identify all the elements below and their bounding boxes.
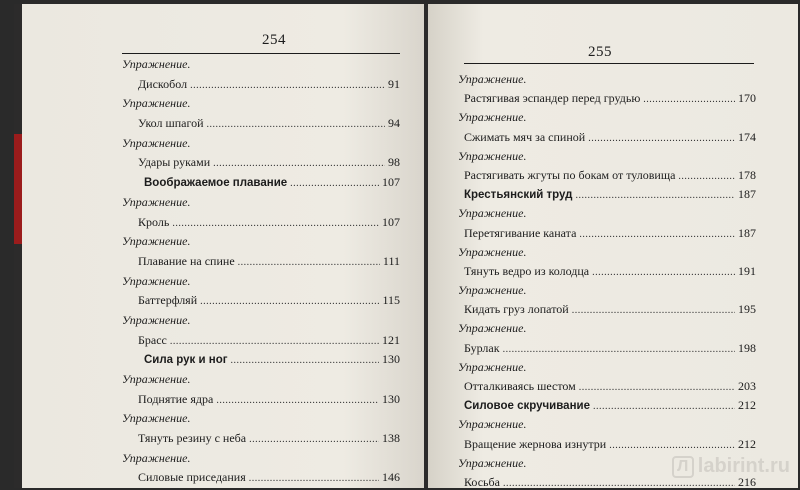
toc-entry (464, 166, 756, 185)
toc-entry (122, 390, 400, 410)
dot-leader (170, 332, 379, 352)
dot-leader (503, 340, 735, 359)
toc-title: Упражнение. (458, 283, 527, 298)
exercise-label (458, 281, 756, 300)
toc-title: Кидать груз лопатой (464, 302, 569, 317)
exercise-label (458, 415, 756, 434)
toc-page-number: 198 (738, 340, 756, 355)
toc-entry (464, 128, 756, 147)
toc-title: Упражнение. (122, 57, 191, 71)
toc-title: Тянуть резину с неба (138, 431, 247, 446)
dot-leader (249, 430, 379, 450)
toc-title: Бурлак (464, 340, 500, 355)
toc-title: Упражнение. (122, 450, 191, 465)
table-of-contents (122, 55, 400, 490)
toc-entry (464, 262, 756, 281)
dot-leader (216, 391, 379, 411)
dot-leader (290, 174, 379, 194)
dot-leader (249, 469, 379, 489)
toc-title: Дискобол (138, 76, 188, 91)
toc-title: Упражнение. (458, 148, 527, 163)
exercise-label (458, 319, 756, 338)
exercise-label (458, 204, 756, 223)
toc-entry (464, 300, 756, 319)
dot-leader (592, 263, 735, 282)
toc-section (122, 350, 400, 370)
toc-section (122, 173, 400, 193)
toc-page-number: 146 (382, 470, 400, 485)
toc-title: Упражнение. (458, 417, 527, 432)
toc-page-number: 91 (388, 76, 400, 91)
toc-title: Упражнение. (458, 455, 527, 470)
right-page (428, 4, 798, 488)
toc-title: Упражнение. (122, 96, 191, 111)
toc-page-number: 174 (738, 129, 756, 144)
dot-leader (643, 90, 735, 109)
toc-entry (122, 331, 400, 351)
dot-leader (231, 351, 379, 371)
toc-page-number: 216 (738, 474, 756, 489)
exercise-label (122, 232, 400, 252)
toc-title: Растягивая эспандер перед грудью (464, 91, 641, 106)
toc-page-number: 98 (388, 155, 400, 170)
toc-title: Упражнение. (122, 234, 191, 249)
dot-leader (190, 76, 385, 96)
toc-page-number: 130 (382, 352, 400, 367)
toc-page-number: 107 (382, 214, 400, 229)
exercise-label (122, 370, 400, 390)
exercise-label (458, 147, 756, 166)
toc-title: Кроль (138, 214, 170, 229)
toc-title: Удары руками (138, 155, 211, 170)
toc-title: Сжимать мяч за спиной (464, 129, 586, 144)
toc-page-number: 195 (738, 302, 756, 317)
toc-title: Плавание на спине (138, 253, 235, 268)
exercise-label (122, 311, 400, 331)
toc-title: Растягивать жгуты по бокам от туловища (464, 167, 676, 182)
watermark-text: labirint.ru (697, 455, 790, 477)
toc-page-number: 203 (738, 379, 756, 393)
toc-page-number: 107 (382, 175, 400, 190)
page-number: 255 (588, 44, 612, 60)
toc-title: Косьба (464, 474, 500, 489)
toc-entry (122, 429, 400, 449)
toc-title: Упражнение. (458, 321, 527, 336)
exercise-label (122, 449, 400, 469)
toc-title: Крестьянский труд (464, 189, 573, 202)
toc-title: Силовое скручивание (464, 400, 590, 413)
toc-title: Упражнение. (122, 312, 191, 327)
dot-leader (572, 301, 735, 320)
dot-leader (678, 167, 735, 186)
dot-leader (609, 436, 735, 455)
table-of-contents (458, 70, 756, 490)
toc-title: Упражнение. (122, 411, 191, 426)
exercise-label (458, 70, 756, 89)
exercise-label (122, 55, 400, 75)
dot-leader (172, 214, 379, 234)
toc-page-number: 111 (382, 253, 400, 268)
toc-entry (122, 252, 400, 272)
toc-section (464, 185, 756, 204)
toc-section (464, 396, 756, 415)
toc-entry (464, 224, 756, 243)
toc-title: Укол шпагой (138, 116, 204, 131)
dot-leader (207, 115, 385, 135)
toc-title: Упражнение. (458, 72, 527, 86)
dot-leader (593, 397, 735, 416)
toc-page-number: 191 (738, 263, 756, 278)
watermark-logo-icon: Л (672, 456, 694, 478)
exercise-label (122, 94, 400, 114)
toc-entry (464, 89, 756, 108)
toc-page-number: 121 (382, 332, 400, 347)
book-spread (14, 4, 798, 488)
toc-entry (122, 468, 400, 488)
toc-title: Воображаемое плавание (144, 177, 288, 190)
dot-leader (200, 292, 379, 312)
toc-title: Упражнение. (458, 110, 527, 125)
toc-page-number: 94 (388, 116, 400, 131)
toc-title: Упражнение. (458, 244, 527, 259)
watermark (672, 455, 790, 478)
toc-title: Брасс (138, 332, 167, 347)
toc-title: Сила рук и ног (144, 354, 228, 367)
toc-entry (122, 291, 400, 311)
exercise-label (458, 108, 756, 127)
toc-entry (122, 213, 400, 233)
left-page (22, 4, 424, 488)
dot-leader (575, 186, 735, 205)
toc-entry (464, 435, 756, 454)
toc-page-number: 138 (382, 431, 400, 446)
toc-title: Баттерфляй (138, 293, 198, 308)
toc-title: Упражнение. (458, 359, 527, 374)
toc-title: Поднятие ядра (138, 391, 214, 406)
toc-page-number: 130 (382, 391, 400, 406)
toc-title: Отталкиваясь шестом (464, 379, 576, 393)
toc-title: Упражнение. (122, 273, 191, 288)
toc-title: Перетягивание каната (464, 225, 577, 240)
dot-leader (213, 154, 385, 174)
exercise-label (458, 243, 756, 262)
toc-title: Упражнение. (458, 206, 527, 221)
toc-page-number: 187 (738, 225, 756, 240)
dot-leader (588, 129, 735, 148)
exercise-label (122, 409, 400, 429)
toc-page-number: 178 (738, 167, 756, 182)
toc-title: Силовые приседания (138, 470, 246, 485)
exercise-label (458, 358, 756, 377)
dot-leader (579, 225, 735, 244)
toc-title: Упражнение. (122, 372, 191, 386)
page-number: 254 (262, 32, 286, 48)
toc-entry (464, 377, 756, 396)
toc-entry (122, 75, 400, 95)
toc-page-number: 187 (738, 187, 756, 202)
toc-title: Упражнение. (122, 135, 191, 150)
toc-page-number: 212 (738, 398, 756, 413)
toc-title: Вращение жернова изнутри (464, 436, 607, 451)
exercise-label (122, 193, 400, 213)
exercise-label (122, 272, 400, 292)
toc-entry (464, 339, 756, 358)
toc-entry (122, 153, 400, 173)
dot-leader (238, 253, 380, 273)
toc-page-number: 170 (738, 91, 756, 106)
toc-title: Упражнение. (122, 194, 191, 209)
exercise-label (122, 134, 400, 154)
header-rule (464, 63, 754, 64)
dot-leader (579, 378, 735, 397)
toc-title: Тянуть ведро из колодца (464, 263, 590, 278)
toc-page-number: 212 (738, 436, 756, 451)
header-rule (122, 53, 400, 54)
toc-entry (122, 114, 400, 134)
toc-page-number: 115 (382, 293, 400, 308)
